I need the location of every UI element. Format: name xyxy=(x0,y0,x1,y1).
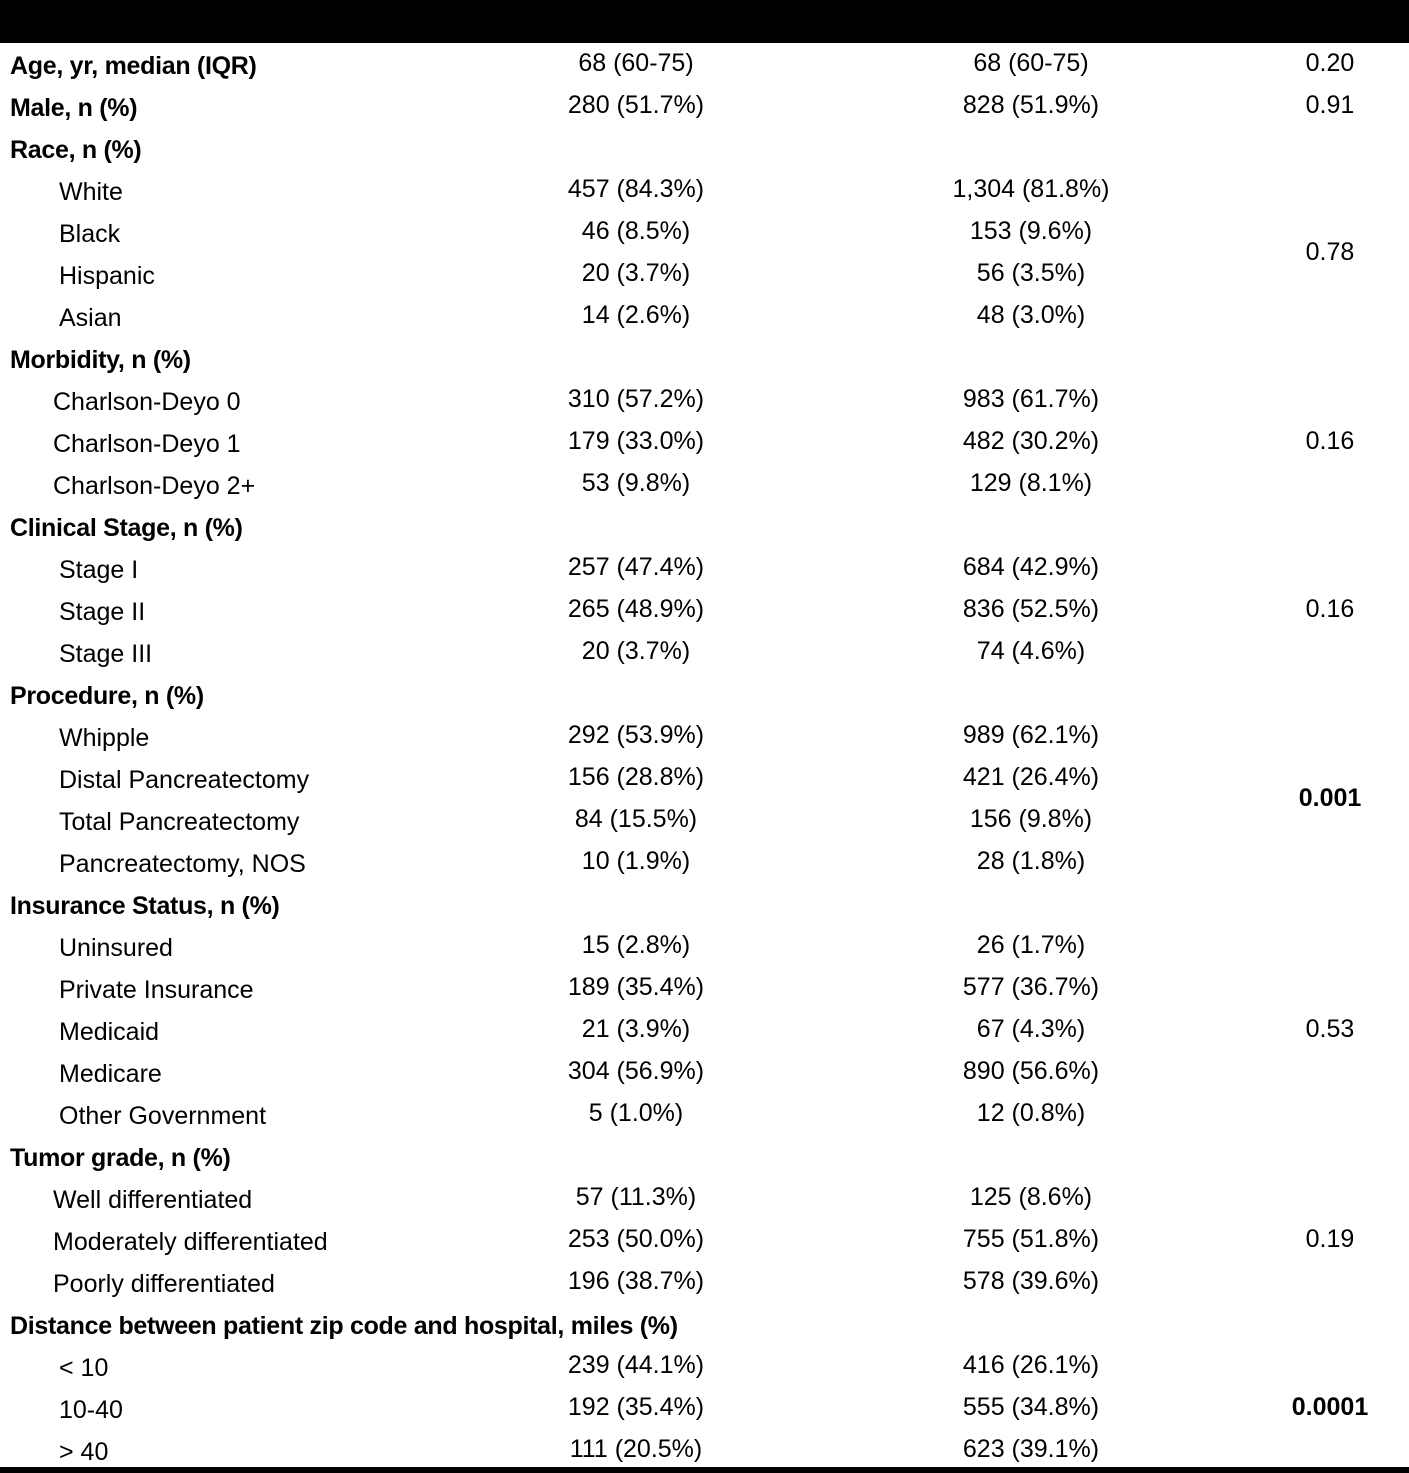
row-label: Hispanic xyxy=(59,262,155,290)
group-b-value: 828 (51.9%) xyxy=(962,91,1100,119)
table-row xyxy=(0,927,1409,969)
group-a-value xyxy=(536,882,736,924)
table-row xyxy=(0,297,1409,339)
table-row xyxy=(0,1389,1409,1431)
table-header-bar xyxy=(0,0,1409,43)
row-label: Uninsured xyxy=(59,934,173,962)
table-section-row xyxy=(0,87,1409,129)
group-b-value: 983 (61.7%) xyxy=(962,385,1100,413)
table-row xyxy=(0,171,1409,213)
group-a-value: 84 (15.5%) xyxy=(574,805,698,833)
group-b-value xyxy=(931,1134,1131,1176)
table-section-row xyxy=(0,1137,1409,1179)
group-a-value: 304 (56.9%) xyxy=(567,1057,705,1085)
p-value-group: 0.53 xyxy=(1305,1015,1355,1043)
group-b-value: 1,304 (81.8%) xyxy=(952,175,1110,203)
group-a-value xyxy=(536,1302,736,1344)
table-row xyxy=(0,717,1409,759)
row-label: < 10 xyxy=(59,1354,109,1382)
table-section-row xyxy=(0,1305,1409,1347)
p-value-group: 0.001 xyxy=(1298,784,1362,812)
group-b-value: 836 (52.5%) xyxy=(962,595,1100,623)
table-section-row xyxy=(0,885,1409,927)
row-label: Procedure, n (%) xyxy=(10,682,204,710)
table-row xyxy=(0,843,1409,885)
row-label: Stage II xyxy=(59,598,146,626)
row-label: Charlson-Deyo 1 xyxy=(53,430,241,458)
p-value: 0.91 xyxy=(1305,91,1355,119)
table-row xyxy=(0,759,1409,801)
p-value-group: 0.78 xyxy=(1305,238,1355,266)
group-a-value: 57 (11.3%) xyxy=(575,1183,697,1211)
row-label: Medicare xyxy=(59,1060,162,1088)
group-b-value: 48 (3.0%) xyxy=(976,301,1086,329)
group-a-value: 457 (84.3%) xyxy=(567,175,705,203)
group-a-value: 14 (2.6%) xyxy=(581,301,691,329)
row-label: Whipple xyxy=(59,724,150,752)
table-row xyxy=(0,801,1409,843)
group-a-value: 239 (44.1%) xyxy=(567,1351,705,1379)
group-a-value: 280 (51.7%) xyxy=(567,91,705,119)
group-b-value: 129 (8.1%) xyxy=(969,469,1093,497)
row-label: Pancreatectomy, NOS xyxy=(59,850,306,878)
table-row xyxy=(0,1263,1409,1305)
table-section-row xyxy=(0,675,1409,717)
row-label: Morbidity, n (%) xyxy=(10,346,191,374)
table-row xyxy=(0,1011,1409,1053)
row-label: Distance between patient zip code and hospital, miles (%) xyxy=(10,1312,678,1340)
row-label: Race, n (%) xyxy=(10,136,142,164)
p-value-group: 0.16 xyxy=(1305,595,1355,623)
table-row xyxy=(0,1221,1409,1263)
table-row xyxy=(0,1347,1409,1389)
group-a-value xyxy=(536,336,736,378)
group-b-value: 67 (4.3%) xyxy=(976,1015,1086,1043)
group-a-value: 292 (53.9%) xyxy=(567,721,705,749)
row-label: Charlson-Deyo 2+ xyxy=(53,472,256,500)
group-b-value xyxy=(931,504,1131,546)
group-b-value xyxy=(931,882,1131,924)
group-b-value xyxy=(931,672,1131,714)
group-b-value: 26 (1.7%) xyxy=(976,931,1086,959)
row-label: Age, yr, median (IQR) xyxy=(10,52,257,80)
row-label: Tumor grade, n (%) xyxy=(10,1144,231,1172)
group-a-value: 21 (3.9%) xyxy=(581,1015,691,1043)
row-label: Distal Pancreatectomy xyxy=(59,766,310,794)
table-section-row xyxy=(0,507,1409,549)
row-label: > 40 xyxy=(59,1438,109,1466)
group-b-value: 56 (3.5%) xyxy=(976,259,1086,287)
group-b-value: 623 (39.1%) xyxy=(962,1435,1100,1463)
row-label: Private Insurance xyxy=(59,976,254,1004)
row-label: Male, n (%) xyxy=(10,94,138,122)
table-row xyxy=(0,1053,1409,1095)
table-row xyxy=(0,255,1409,297)
group-b-value: 421 (26.4%) xyxy=(962,763,1100,791)
p-value-group: 0.19 xyxy=(1305,1225,1355,1253)
group-b-value xyxy=(931,126,1131,168)
table-row xyxy=(0,633,1409,675)
group-b-value: 684 (42.9%) xyxy=(962,553,1100,581)
group-a-value: 46 (8.5%) xyxy=(581,217,691,245)
table-section-row xyxy=(0,339,1409,381)
group-b-value: 74 (4.6%) xyxy=(976,637,1086,665)
row-label: Clinical Stage, n (%) xyxy=(10,514,243,542)
group-a-value: 5 (1.0%) xyxy=(588,1099,684,1127)
p-value-group: 0.0001 xyxy=(1291,1393,1369,1421)
group-a-value: 253 (50.0%) xyxy=(567,1225,705,1253)
group-a-value: 192 (35.4%) xyxy=(567,1393,705,1421)
group-a-value: 20 (3.7%) xyxy=(581,637,691,665)
group-a-value: 15 (2.8%) xyxy=(581,931,691,959)
group-b-value: 12 (0.8%) xyxy=(976,1099,1086,1127)
group-a-value: 20 (3.7%) xyxy=(581,259,691,287)
table-section-row xyxy=(0,45,1409,87)
group-a-value: 196 (38.7%) xyxy=(567,1267,705,1295)
table-row xyxy=(0,465,1409,507)
group-b-value: 482 (30.2%) xyxy=(962,427,1100,455)
group-a-value xyxy=(536,1134,736,1176)
group-b-value: 416 (26.1%) xyxy=(962,1351,1100,1379)
group-b-value: 555 (34.8%) xyxy=(962,1393,1100,1421)
row-label: Insurance Status, n (%) xyxy=(10,892,280,920)
group-a-value: 257 (47.4%) xyxy=(567,553,705,581)
group-a-value: 265 (48.9%) xyxy=(567,595,705,623)
row-label: Stage III xyxy=(59,640,153,668)
table-row xyxy=(0,213,1409,255)
group-a-value xyxy=(536,126,736,168)
row-label: Well differentiated xyxy=(53,1186,253,1214)
group-a-value: 10 (1.9%) xyxy=(581,847,691,875)
row-label: 10-40 xyxy=(59,1396,123,1424)
table-row xyxy=(0,969,1409,1011)
group-b-value: 125 (8.6%) xyxy=(969,1183,1093,1211)
group-a-value: 53 (9.8%) xyxy=(581,469,691,497)
group-a-value xyxy=(536,672,736,714)
group-a-value: 111 (20.5%) xyxy=(569,1435,703,1463)
row-label: Stage I xyxy=(59,556,139,584)
table-row xyxy=(0,549,1409,591)
group-b-value: 28 (1.8%) xyxy=(976,847,1086,875)
row-label: Medicaid xyxy=(59,1018,160,1046)
table-row xyxy=(0,423,1409,465)
p-value-group: 0.16 xyxy=(1305,427,1355,455)
row-label: White xyxy=(59,178,123,206)
table-row xyxy=(0,381,1409,423)
group-a-value xyxy=(536,504,736,546)
p-value: 0.20 xyxy=(1305,49,1355,77)
table-row xyxy=(0,591,1409,633)
group-b-value: 68 (60-75) xyxy=(973,49,1089,77)
group-a-value: 310 (57.2%) xyxy=(567,385,705,413)
group-b-value: 153 (9.6%) xyxy=(969,217,1093,245)
row-label: Other Government xyxy=(59,1102,267,1130)
group-b-value: 890 (56.6%) xyxy=(962,1057,1100,1085)
table-section-row xyxy=(0,129,1409,171)
table-row xyxy=(0,1095,1409,1137)
row-label: Total Pancreatectomy xyxy=(59,808,300,836)
group-a-value: 68 (60-75) xyxy=(578,49,694,77)
group-b-value xyxy=(931,336,1131,378)
row-label: Moderately differentiated xyxy=(53,1228,328,1256)
row-label: Poorly differentiated xyxy=(53,1270,275,1298)
group-b-value: 577 (36.7%) xyxy=(962,973,1100,1001)
group-b-value: 989 (62.1%) xyxy=(962,721,1100,749)
group-b-value xyxy=(931,1302,1131,1344)
row-label: Charlson-Deyo 0 xyxy=(53,388,241,416)
group-a-value: 156 (28.8%) xyxy=(567,763,705,791)
group-a-value: 189 (35.4%) xyxy=(567,973,705,1001)
table-row xyxy=(0,1179,1409,1221)
group-b-value: 578 (39.6%) xyxy=(962,1267,1100,1295)
group-a-value: 179 (33.0%) xyxy=(567,427,705,455)
group-b-value: 755 (51.8%) xyxy=(962,1225,1100,1253)
row-label: Asian xyxy=(59,304,122,332)
group-b-value: 156 (9.8%) xyxy=(969,805,1093,833)
table-bottom-rule xyxy=(0,1467,1409,1473)
row-label: Black xyxy=(59,220,121,248)
